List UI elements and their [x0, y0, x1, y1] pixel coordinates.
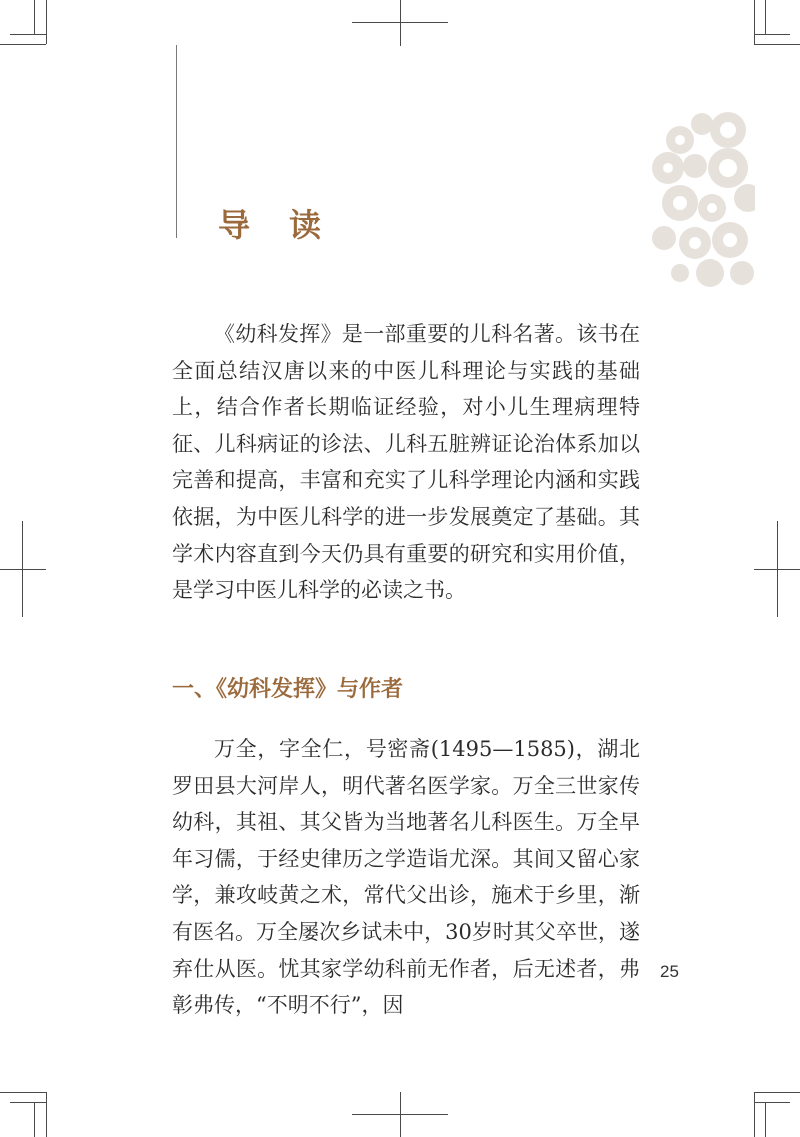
cloud-pattern-ornament-icon [650, 108, 755, 288]
intro-section [172, 316, 640, 609]
intro-paragraph: 《幼科发挥》是一部重要的儿科名著。该书在全面总结汉唐以来的中医儿科理论与实践的基础上，结合作者长期临证经验，对小儿生理病理特征、儿科病证的诊法、儿科五脏辨证论治体系加以完善和提高，丰富和充实了儿科学理论内涵和实践依据，为中医儿科学的进一步发展奠定了基础。其学术内容直到今天仍具有重要的研究和实用价值，是学习中医儿科学的必读之书。 [172, 322, 640, 603]
section-body [172, 731, 640, 1024]
chapter-vertical-rule [176, 45, 177, 238]
section-paragraph: 万全，字全仁，号密斋(1495—1585)，湖北罗田县大河岸人，明代著名医学家。万全三世家传幼科，其祖、其父皆为当地著名儿科医生。万全早年习儒，于经史律历之学造诣尤深。其间又留心家学，兼攻岐黄之术，常代父出诊，施术于乡里，渐有医名。万全屡次乡试未中，30岁时其父卒世，遂弃仕从医。忧其家学幼科前无作者，后无述者，弗彰弗传，“不明不行”，因 [172, 737, 640, 1018]
page-title-char-2: 读 [289, 206, 323, 244]
page-number: 25 [660, 962, 679, 981]
page-title-char-1: 导 [218, 206, 252, 244]
section-heading: 一、《幼科发挥》与作者 [172, 676, 404, 702]
page-title [218, 200, 322, 246]
